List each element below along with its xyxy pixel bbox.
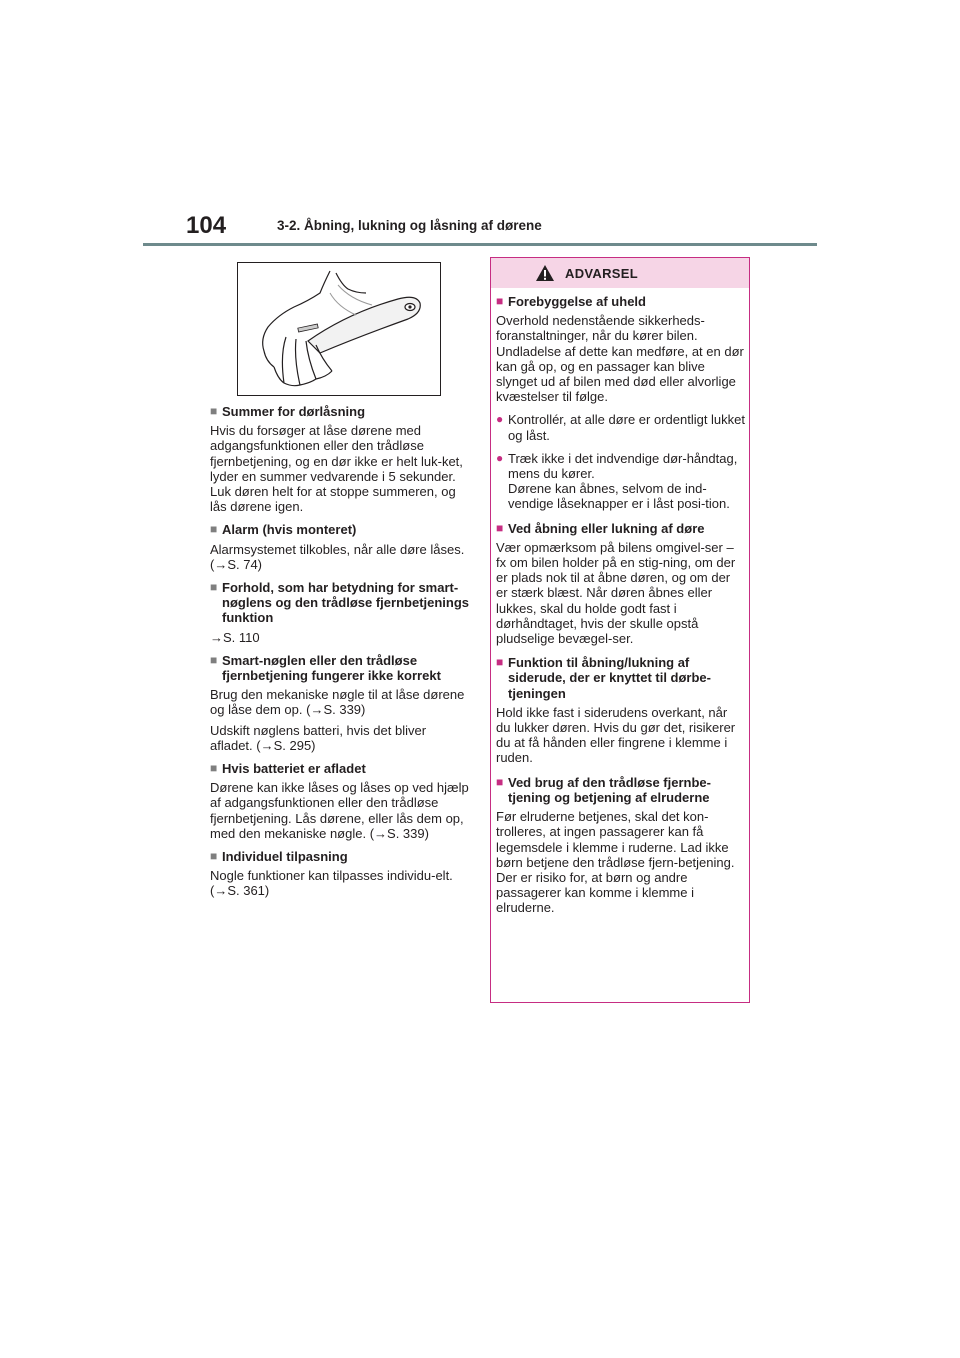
section-door-lock-buzzer [210, 404, 470, 514]
warning-triangle-icon [535, 264, 555, 282]
paragraph: Brug den mekaniske nøgle til at låse dørene og låse dem op. (→S. 339) [210, 687, 465, 718]
list-item-text [508, 451, 745, 512]
dot-bullet-icon [496, 451, 508, 512]
section-title [210, 761, 470, 776]
paragraph: Hvis du forsøger at låse dørene med adgangsfunktionen eller den trådløse fjernbetjening, og en dør ikke er helt luk-ket, lyder en summer vedvarende i 5 sekunder. Luk døren helt for at stoppe summeren, og lås dørene igen. [210, 423, 463, 515]
section-alarm [210, 522, 470, 572]
warning-body [491, 288, 749, 916]
section-title [210, 849, 470, 864]
page-reference-link[interactable]: →S. 110 [210, 629, 260, 645]
paragraph: Hold ikke fast i siderudens overkant, når du lukker døren. Hvis du gør det, risikerer du at få hånden eller fingrene i klemme i ruden. [496, 704, 736, 766]
warning-section-accident-prevention [496, 294, 745, 512]
square-bullet-icon [210, 761, 222, 776]
page-number: 104 [186, 212, 227, 239]
section-title-text: Alarm (hvis monteret) [222, 522, 357, 538]
section-customization [210, 849, 470, 899]
square-bullet-icon [496, 655, 508, 701]
square-bullet-icon [210, 653, 222, 683]
warning-section-window-function [496, 655, 745, 765]
section-title [210, 580, 470, 626]
hand-door-handle-illustration [237, 262, 441, 396]
section-title [210, 522, 470, 537]
square-bullet-icon [496, 775, 508, 805]
warning-box [490, 257, 750, 1003]
section-title [496, 294, 745, 309]
section-smart-key-malfunction [210, 653, 470, 753]
warning-title: ADVARSEL [565, 266, 638, 281]
list-item-line: Dørene kan åbnes, selvom de ind-vendige låseknapper er i låst posi-tion. [508, 481, 730, 512]
square-bullet-icon [496, 294, 508, 309]
section-title-text: Summer for dørlåsning [222, 404, 366, 419]
section-title-text: Funktion til åbning/lukning af siderude, der er knyttet til dørbe-tjeningen [508, 655, 711, 701]
warning-section-remote-windows [496, 775, 745, 916]
section-title-text: Smart-nøglen eller den trådløse fjernbetjening fungerer ikke korrekt [222, 652, 441, 684]
left-column [210, 404, 470, 907]
paragraph: Udskift nøglens batteri, hvis det bliver afladet. (→S. 295) [210, 722, 427, 753]
paragraph: Vær opmærksom på bilens omgivel-ser – fx om bilen holder på en stig-ning, om der er plads nok til at åbne døren, og om der er stærk blæst. Når døren åbnes eller lukkes, skal du holde godt fast i dørhåndtaget, hvis der skulle opstå pludselige bevægel-ser. [496, 539, 736, 647]
section-title-text: Hvis batteriet er afladet [222, 761, 366, 777]
paragraph: Overhold nedenstående sikkerheds-foranstaltninger, når du kører bilen. Undladelse af dette kan medføre, at en dør kan gå op, og en passager kan blive slynget ud af bilen med død eller alvorlige kvæstelser til følge. [496, 313, 744, 405]
square-bullet-icon [496, 521, 508, 536]
warning-section-door-opening [496, 521, 745, 647]
square-bullet-icon [210, 404, 222, 419]
section-title-text: Forebyggelse af uheld [508, 294, 646, 309]
square-bullet-icon [210, 522, 222, 537]
section-title [210, 404, 470, 419]
paragraph: Før elruderne betjenes, skal det kon-trolleres, at ingen passagerer kan få legemsdele i klemme i ruderne. Lad ikke børn betjene den trådløse fjern-betjening. Der er risiko for, at børn og andre passagerer kan komme i klemme i elruderne. [496, 809, 735, 916]
square-bullet-icon [210, 580, 222, 626]
paragraph: Dørene kan ikke låses og låses op ved hjælp af adgangsfunktionen eller den trådløse fjernbetjening. Lås dørene, eller lås dem op, med den mekaniske nøgle. (→S. 339) [210, 780, 469, 841]
section-battery-discharged [210, 761, 470, 841]
section-title [210, 653, 470, 683]
section-smart-key-conditions [210, 580, 470, 645]
chapter-title: 3-2. Åbning, lukning og låsning af dørene [277, 218, 542, 233]
section-title-text: Individuel tilpasning [222, 849, 348, 865]
warning-header [491, 258, 749, 288]
section-title-text: Ved brug af den trådløse fjernbe-tjening og betjening af elruderne [508, 774, 711, 805]
section-title [496, 775, 745, 805]
header-rule [143, 243, 817, 246]
section-title-text: Forhold, som har betydning for smart-nøglens og den trådløse fjernbetjenings funktion [222, 580, 470, 626]
list-item [496, 412, 745, 442]
hand-on-door-handle-icon [238, 263, 440, 395]
section-title [496, 521, 745, 536]
paragraph: Nogle funktioner kan tilpasses individu-elt. (→S. 361) [210, 868, 453, 899]
list-item-text: Kontrollér, at alle døre er ordentligt lukket og låst. [508, 412, 746, 443]
square-bullet-icon [210, 849, 222, 864]
list-item-line: Træk ikke i det indvendige dør-håndtag, mens du kører. [508, 450, 738, 482]
list-item [496, 451, 745, 512]
section-title [496, 655, 745, 701]
paragraph: Alarmsystemet tilkobles, når alle døre låses. (→S. 74) [210, 541, 465, 572]
section-title-text: Ved åbning eller lukning af døre [508, 520, 705, 536]
dot-bullet-icon [496, 412, 508, 442]
